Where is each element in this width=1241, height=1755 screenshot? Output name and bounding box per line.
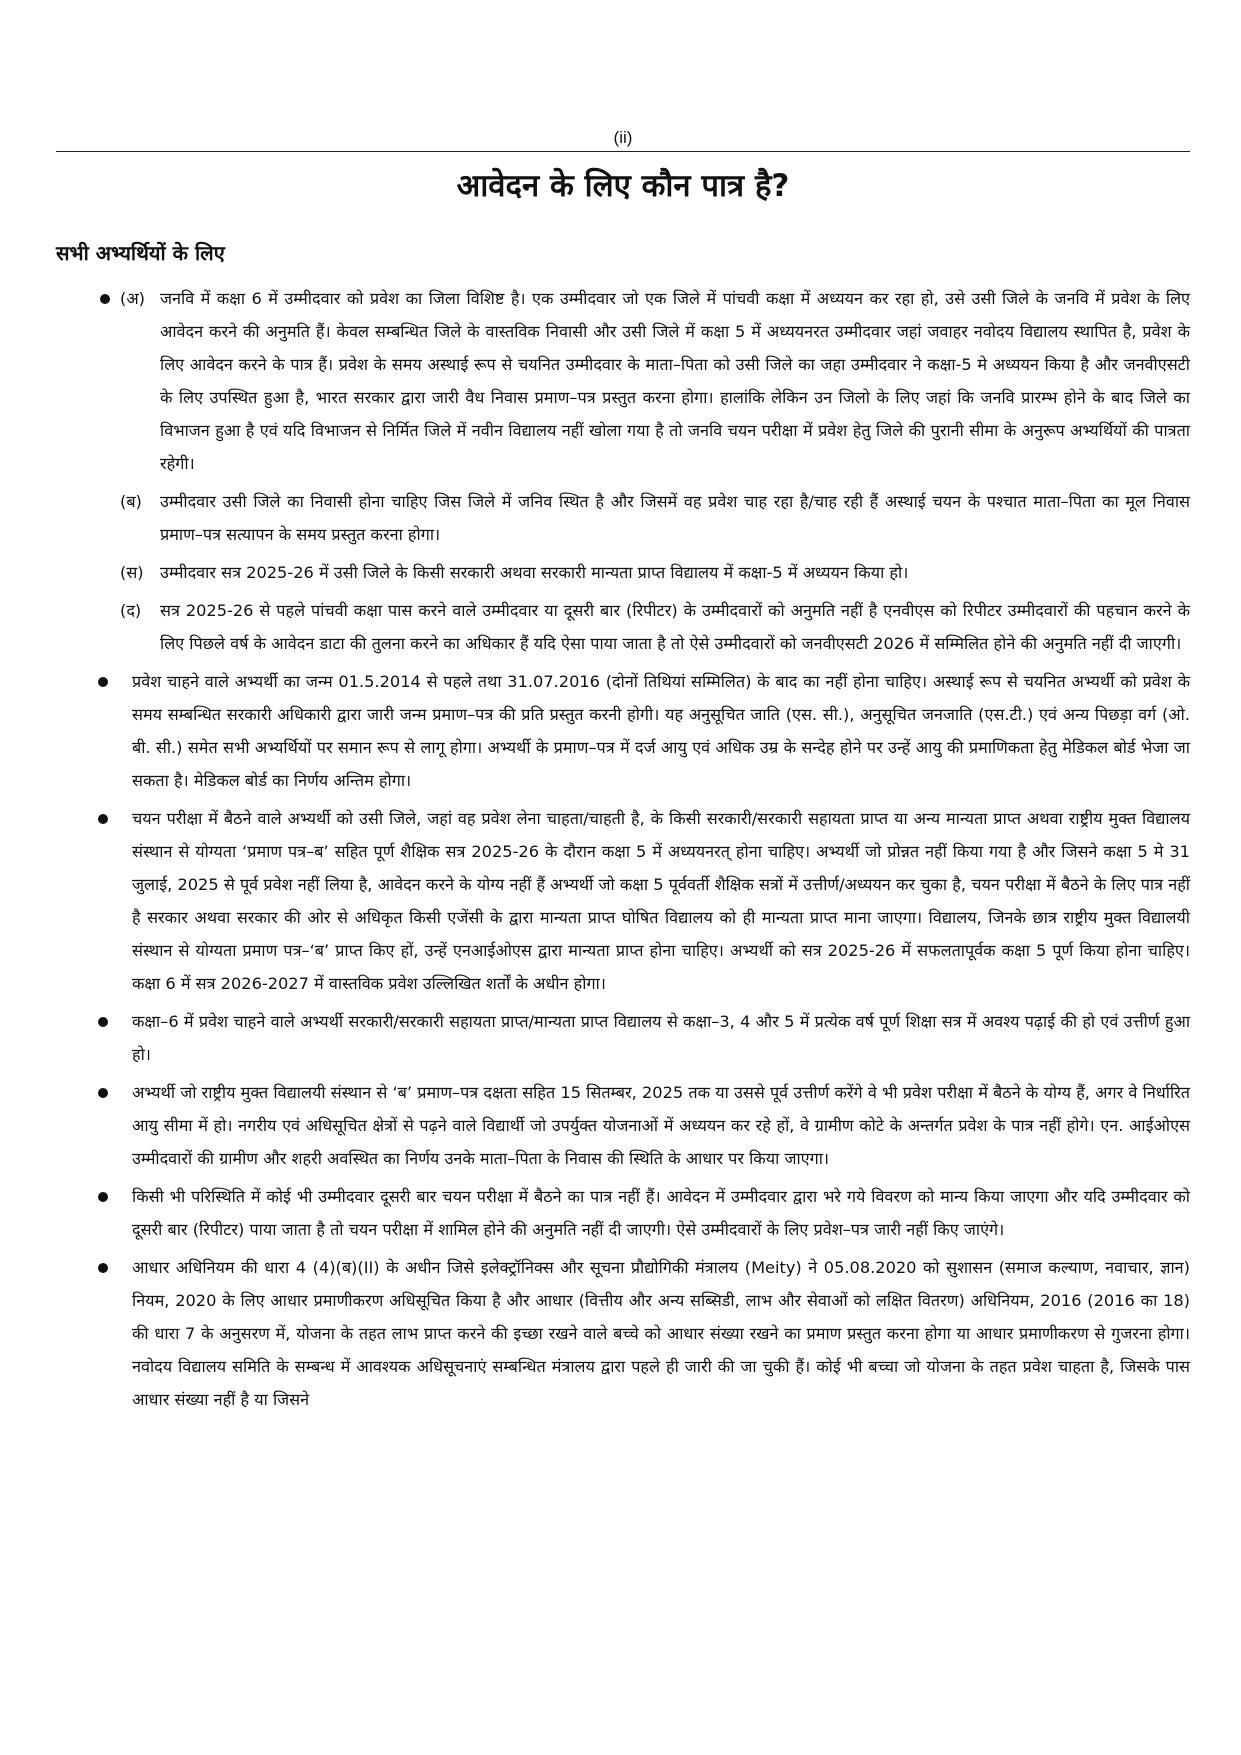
item-marker: (अ) (120, 289, 145, 308)
sub-item-b (56, 485, 1190, 551)
item-text: उम्मीदवार सत्र 2025-26 में उसी जिले के किसी सरकारी अथवा सरकारी मान्यता प्राप्त विद्यालय में कक्षा-5 में अध्ययन किया हो। (160, 563, 909, 582)
bullet-dot (98, 1263, 108, 1273)
item-marker: (स) (120, 563, 144, 582)
document-page (56, 0, 1190, 1755)
bullet-text: किसी भी परिस्थिति में कोई भी उम्मीदवार दूसरी बार चयन परीक्षा में बैठने का पात्र नहीं हैं। आवेदन में उम्मीदवार द्वारा भरे गये विवरण को मान्य किया जाएगा और यदि उम्मीदवार को दूसरी बार (रिपीटर) पाया जाता है तो चयन परीक्षा में शामिल होने की अनुमति नहीं दी जाएगी। ऐसे उम्मीदवारों के लिए प्रवेश–पत्र जारी नहीं किए जाएंगे। (132, 1187, 1190, 1239)
bullet-text: प्रवेश चाहने वाले अभ्यर्थी का जन्म 01.5.2014 से पहले तथा 31.07.2016 (दोनों तिथियां सम्मिलित) के बाद का नहीं होना चाहिए। अस्थाई रूप से चयनित अभ्यर्थी को प्रवेश के समय सम्बन्धित सरकारी अधिकारी द्वारा जारी जन्म प्रमाण–पत्र की प्रति प्रस्तुत करनी होगी। यह अनुसूचित जाति (एस. सी.), अनुसूचित जनजाति (एस.टी.) एवं अन्य पिछड़ा वर्ग (ओ. बी. सी.) समेत सभी अभ्यर्थियों पर समान रूप से लागू होगा। अभ्यर्थी के प्रमाण–पत्र में दर्ज आयु एवं अधिक उम्र के सन्देह होने पर उन्हें आयु की प्रमाणिकता हेतु मेडिकल बोर्ड भेजा जा सकता है। मेडिकल बोर्ड का निर्णय अन्तिम होगा। (132, 672, 1190, 790)
bullet-text: चयन परीक्षा में बैठने वाले अभ्यर्थी को उसी जिले, जहां वह प्रवेश लेना चाहता/चाहती है, के किसी सरकारी/सरकारी सहायता प्राप्त या अन्य मान्यता प्राप्त अथवा राष्ट्रीय मुक्त विद्यालय संस्थान से योग्यता ‘प्रमाण पत्र–ब’ सहित पूर्ण शैक्षिक सत्र 2025-26 के दौरान कक्षा 5 में अध्ययनरत् होना चाहिए। अभ्यर्थी जो प्रोन्नत नहीं किया गया है और जिसने कक्षा 5 मे 31 जुलाई, 2025 से पूर्व प्रवेश नहीं लिया है, आवेदन करने के योग्य नहीं हैं अभ्यर्थी जो कक्षा 5 पूर्ववर्ती शैक्षिक सत्रों में उत्तीर्ण/अध्ययन कर चुका है, चयन परीक्षा में बैठने के लिए पात्र नहीं है सरकार अथवा सरकार की ओर से अधिकृत किसी एजेंसी के द्वारा मान्यता प्राप्त घोषित विद्यालय को ही मान्यता प्राप्त माना जाएगा। विद्यालय, जिनके छात्र राष्ट्रीय मुक्त विद्यालयी संस्थान से योग्यता प्रमाण पत्र–‘ब’ प्राप्त किए हों, उन्हें एनआईओएस द्वारा मान्यता प्राप्त होना चाहिए। अभ्यर्थी को सत्र 2025-26 में सफलतापूर्वक कक्षा 5 पूर्ण किया होना चाहिए। कक्षा 6 में सत्र 2026-2027 में वास्तविक प्रवेश उल्लिखित शर्तों के अधीन होगा। (132, 809, 1190, 993)
header-rule (56, 151, 1190, 152)
bullet-dot (98, 814, 108, 824)
eligibility-list (56, 282, 1190, 1421)
item-text: सत्र 2025-26 से पहले पांचवी कक्षा पास करने वाले उम्मीदवार या दूसरी बार (रिपीटर) के उम्मीदवारों को अनुमति नहीं है एनवीएस को रिपीटर उम्मीदवारों की पहचान करने के लिए पिछले वर्ष के आवेदन डाटा की तुलना करने का अधिकार हैं यदि ऐसा पाया जाता है तो ऐसे उम्मीदवारों को जनवीएसटी 2026 में सम्मिलित होने की अनुमति नहीं दी जाएगी। (160, 601, 1190, 653)
item-marker: (ब) (120, 492, 142, 511)
item-text: उम्मीदवार उसी जिले का निवासी होना चाहिए जिस जिले में जनिव स्थित है और जिसमें वह प्रवेश चाह रहा है/चाह रही हैं अस्थाई चयन के पश्चात माता–पिता का मूल निवास प्रमाण–पत्र सत्यापन के समय प्रस्तुत करना होगा। (160, 492, 1190, 544)
bullet-item-age (56, 665, 1190, 797)
item-marker: (द) (120, 601, 142, 620)
bullet-dot (98, 1192, 108, 1202)
bullet-text: अभ्यर्थी जो राष्ट्रीय मुक्त विद्यालयी संस्थान से ‘ब’ प्रमाण–पत्र दक्षता सहित 15 सितम्बर, 2025 तक या उससे पूर्व उत्तीर्ण करेंगे वे भी प्रवेश परीक्षा में बैठने के योग्य हैं, अगर वे निर्धारित आयु सीमा में हो। नगरीय एवं अधिसूचित क्षेत्रों से पढ़ने वाले विद्यार्थी जो उपर्युक्त योजनाओं में अध्ययन कर रहे हों, वे ग्रामीण कोटे के अन्तर्गत प्रवेश के पात्र नहीं होगे। एन. आईओएस उम्मीदवारों की ग्रामीण और शहरी अवस्थित का निर्णय उनके माता–पिता के निवास की स्थिति के आधार पर किया जाएगा। (132, 1083, 1190, 1168)
bullet-dot (98, 1017, 108, 1027)
sub-item-d (56, 594, 1190, 660)
bullet-item-classes (56, 1005, 1190, 1071)
bullet-text: आधार अधिनियम की धारा 4 (4)(ब)(II) के अधीन जिसे इलेक्ट्रॉनिक्स और सूचना प्रौद्योगिकी मंत्रालय (Meity) ने 05.08.2020 को सुशासन (समाज कल्याण, नवाचार, ज्ञान) नियम, 2020 के लिए आधार प्रमाणीकरण अधिसूचित किया है और आधार (वित्तीय और अन्य सब्सिडी, लाभ और सेवाओं को लक्षित वितरण) अधिनियम, 2016 (2016 का 18) की धारा 7 के अनुसरण में, योजना के तहत लाभ प्राप्त करने की इच्छा रखने वाले बच्चे को आधार संख्या रखने का प्रमाण प्रस्तुत करना होगा या आधार प्रमाणीकरण से गुजरना होगा। नवोदय विद्यालय समिति के सम्बन्ध में आवश्यक अधिसूचनाएं सम्बन्धित मंत्रालय द्वारा पहले ही जारी की जा चुकी हैं। कोई भी बच्चा जो योजना के तहत प्रवेश चाहता है, जिसके पास आधार संख्या नहीं है या जिसने (132, 1258, 1190, 1409)
section-heading: सभी अभ्यर्थियों के लिए (56, 241, 225, 265)
bullet-item-study (56, 802, 1190, 1000)
bullet-item-aadhaar (56, 1251, 1190, 1416)
item-text: जनवि में कक्षा 6 में उम्मीदवार को प्रवेश का जिला विशिष्ट है। एक उम्मीदवार जो एक जिले में पांचवी कक्षा में अध्ययन कर रहा हो, उसे उसी जिले के जनवि में प्रवेश के लिए आवेदन करने की अनुमति हैं। केवल सम्बन्धित जिले के वास्तविक निवासी और उसी जिले में कक्षा 5 में अध्ययनरत उम्मीदवार जहां जवाहर नवोदय विद्यालय स्थापित है, प्रवेश के लिए आवेदन करने के पात्र हैं। प्रवेश के समय अस्थाई रूप से चयनित उम्मीदवार के माता–पिता को उसी जिले का जहा उम्मीदवार ने कक्षा-5 मे अध्ययन किया है और जनवीएसटी के लिए उपस्थित हुआ है, भारत सरकार द्वारा जारी वैध निवास प्रमाण–पत्र प्रस्तुत करना होगा। हालांकि लेकिन उन जिलो के लिए जहां कि जनवि प्रारम्भ होने के बाद जिले का विभाजन हुआ है एवं यदि विभाजन से निर्मित जिले में नवीन विद्यालय नहीं खोला गया है तो जनवि चयन परीक्षा में प्रवेश हेतु जिले की पुरानी सीमा के अनुरूप अभ्यर्थियों की पात्रता रहेगी। (160, 289, 1190, 473)
page-number: (ii) (613, 128, 633, 147)
sub-item-s (56, 556, 1190, 589)
bullet-dot (98, 677, 108, 687)
bullet-dot (100, 294, 110, 304)
bullet-item-repeater (56, 1180, 1190, 1246)
bullet-item-nios (56, 1076, 1190, 1175)
bullet-text: कक्षा–6 में प्रवेश चाहने वाले अभ्यर्थी सरकारी/सरकारी सहायता प्राप्त/मान्यता प्राप्त विद्यालय से कक्षा–3, 4 और 5 में प्रत्येक वर्ष पूर्ण शिक्षा सत्र में अवश्य पढ़ाई की हो एवं उत्तीर्ण हुआ हो। (132, 1012, 1190, 1064)
page-title: आवेदन के लिए कौन पात्र है? (456, 168, 790, 204)
bullet-dot (98, 1088, 108, 1098)
sub-item-a (56, 282, 1190, 480)
